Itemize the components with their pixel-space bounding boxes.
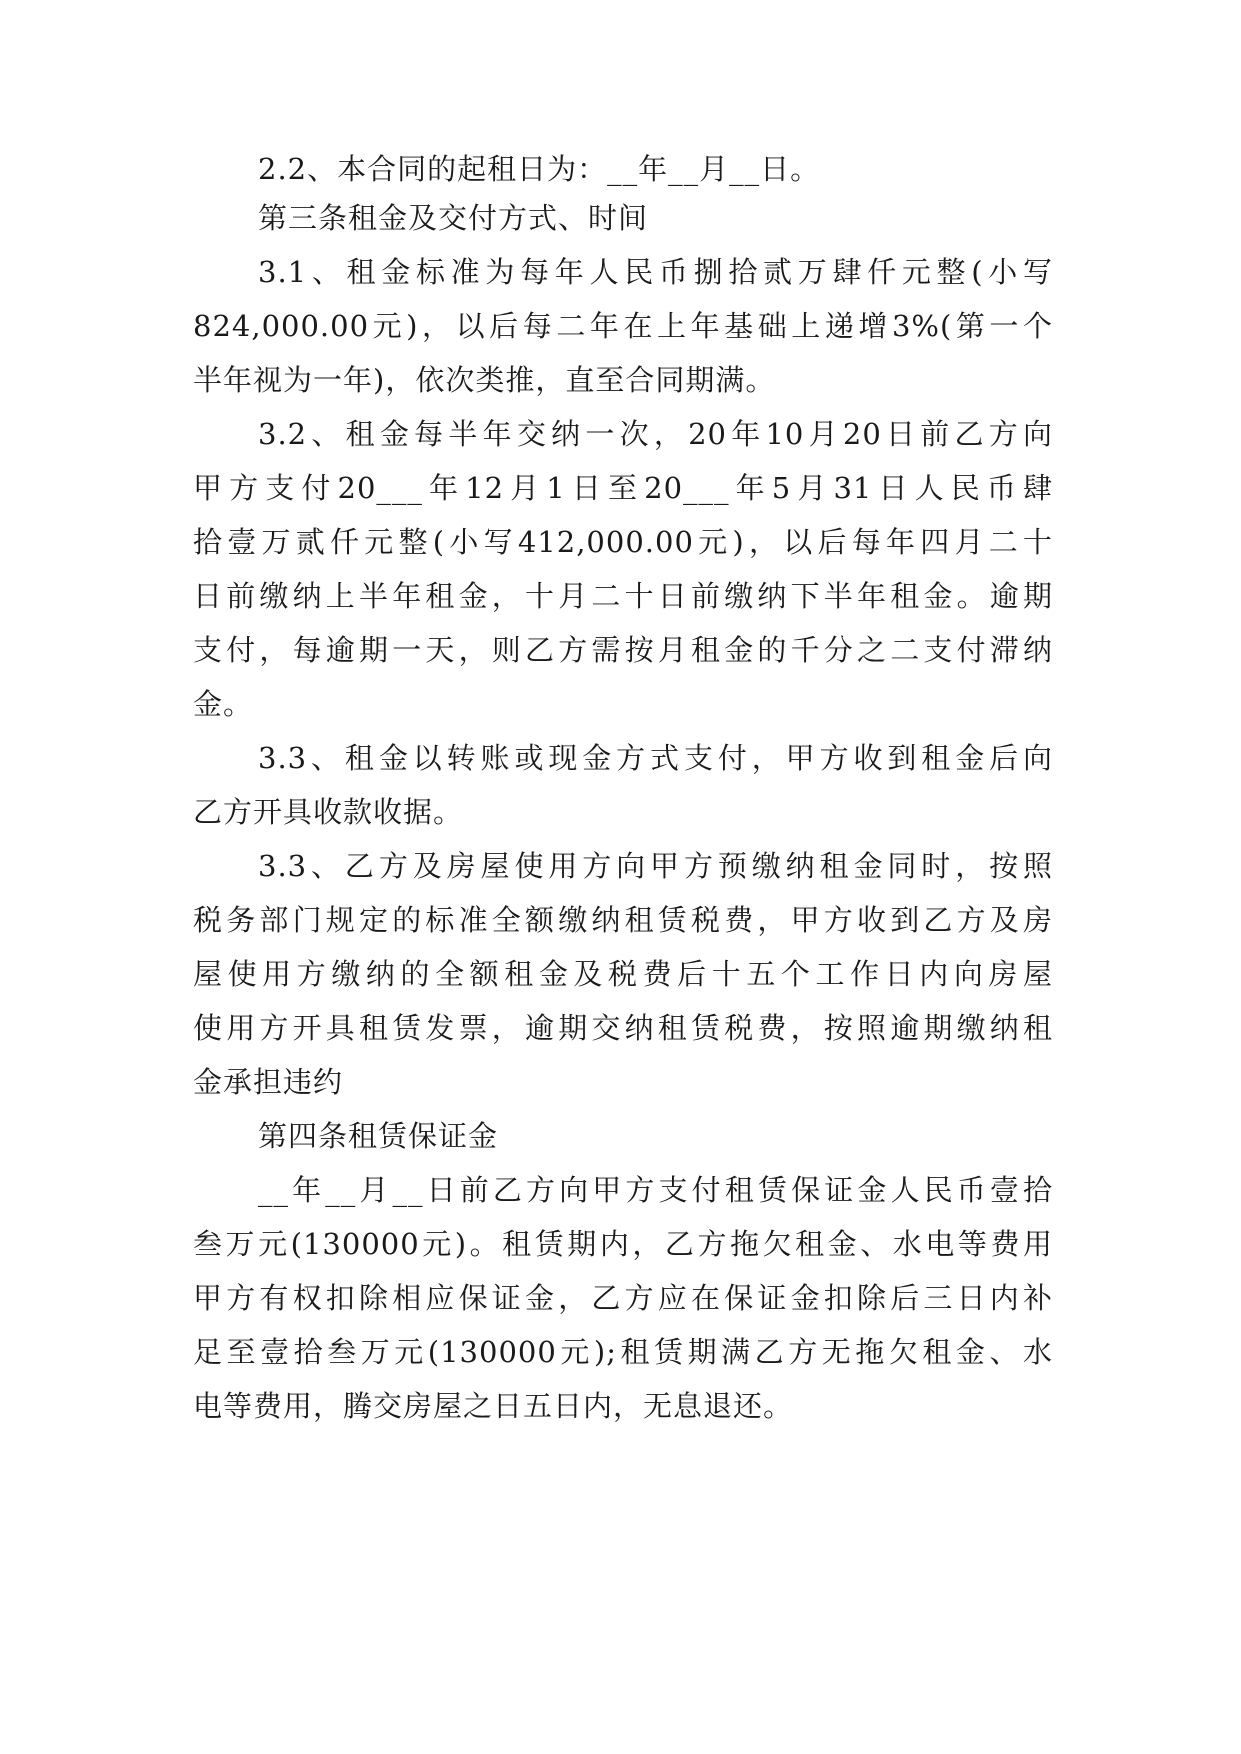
clause-3-2-line-3: 拾壹万贰仟元整(小写412,000.00元)，以后每年四月二十 xyxy=(193,525,1053,559)
article-4-line-5: 电等费用，腾交房屋之日五日内，无息退还。 xyxy=(193,1389,794,1423)
clause-3-3b-line-3: 屋使用方缴纳的全额租金及税费后十五个工作日内向房屋 xyxy=(193,957,1053,991)
clause-3-1-line-3: 半年视为一年)，依次类推，直至合同期满。 xyxy=(193,363,776,397)
article-4-line-2: 叁万元(130000元)。租赁期内，乙方拖欠租金、水电等费用 xyxy=(193,1227,1053,1261)
clause-3-3b-line-5: 金承担违约 xyxy=(193,1065,344,1099)
article-4-heading: 第四条租赁保证金 xyxy=(258,1119,499,1153)
clause-3-2-line-6: 金。 xyxy=(193,687,254,721)
clause-3-3a-line-2: 乙方开具收款收据。 xyxy=(193,795,464,829)
clause-3-3a-line-1: 3.3、租金以转账或现金方式支付，甲方收到租金后向 xyxy=(258,741,1053,775)
clause-3-3b-line-4: 使用方开具租赁发票，逾期交纳租赁税费，按照逾期缴纳租 xyxy=(193,1011,1053,1045)
article-3-heading: 第三条租金及交付方式、时间 xyxy=(258,201,649,235)
article-4-line-4: 足至壹拾叁万元(130000元);租赁期满乙方无拖欠租金、水 xyxy=(193,1335,1053,1369)
clause-2-2-line: 2.2、本合同的起租日为：__年__月__日。 xyxy=(258,152,821,186)
article-4-line-1: __年__月__日前乙方向甲方支付租赁保证金人民币壹拾 xyxy=(258,1173,1053,1207)
clause-3-1-line-2: 824,000.00元)，以后每二年在上年基础上递增3%(第一个 xyxy=(193,309,1053,343)
clause-3-2-line-1: 3.2、租金每半年交纳一次，20年10月20日前乙方向 xyxy=(258,417,1053,451)
article-4-line-3: 甲方有权扣除相应保证金，乙方应在保证金扣除后三日内补 xyxy=(193,1281,1053,1315)
clause-3-1-line-1: 3.1、租金标准为每年人民币捌拾贰万肆仟元整(小写 xyxy=(258,255,1053,289)
clause-3-2-line-5: 支付，每逾期一天，则乙方需按月租金的千分之二支付滞纳 xyxy=(193,633,1053,667)
clause-3-2-line-2: 甲方支付20___年12月1日至20___年5月31日人民币肆 xyxy=(193,471,1053,505)
clause-3-3b-line-1: 3.3、乙方及房屋使用方向甲方预缴纳租金同时，按照 xyxy=(258,849,1053,883)
clause-3-2-line-4: 日前缴纳上半年租金，十月二十日前缴纳下半年租金。逾期 xyxy=(193,579,1053,613)
clause-3-3b-line-2: 税务部门规定的标准全额缴纳租赁税费，甲方收到乙方及房 xyxy=(193,903,1053,937)
